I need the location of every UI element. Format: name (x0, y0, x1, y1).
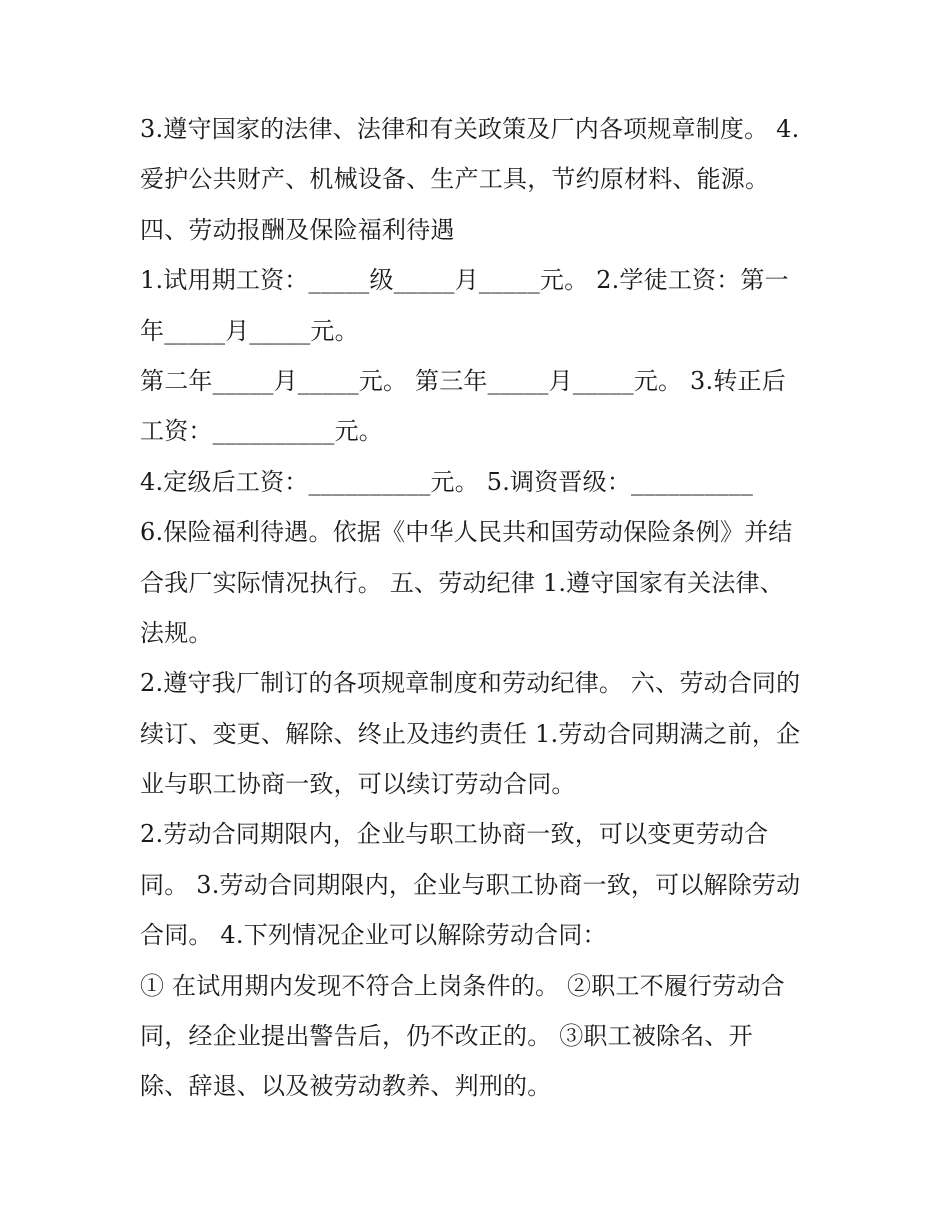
text-line: 同。 3.劳动合同期限内，企业与职工协商一致，可以解除劳动 (140, 870, 801, 899)
text-line: 第二年_____月_____元。 第三年_____月_____元。 3.转正后 (140, 366, 786, 395)
document-body (140, 104, 820, 1112)
text-line: 工资：__________元。 (140, 417, 383, 446)
section-heading: 四、劳动报酬及保险福利待遇 (140, 215, 455, 244)
text-line: 2.遵守我厂制订的各项规章制度和劳动纪律。 六、劳动合同的 (140, 669, 801, 698)
text-line: 同，经企业提出警告后，仍不改正的。 ③职工被除名、开 (140, 1022, 753, 1051)
text-line: 年_____月_____元。 (140, 316, 359, 345)
text-line: ① 在试用期内发现不符合上岗条件的。 ②职工不履行劳动合 (140, 971, 785, 1000)
text-line: 3.遵守国家的法律、法律和有关政策及厂内各项规章制度。 4. (140, 115, 800, 143)
text-line: 爱护公共财产、机械设备、生产工具，节约原材料、能源。 (140, 165, 770, 194)
text-line: 合同。 4.下列情况企业可以解除劳动合同： (140, 921, 607, 950)
text-line: 法规。 (140, 618, 213, 647)
text-line: 业与职工协商一致，可以续订劳动合同。 (140, 770, 576, 799)
text-line: 续订、变更、解除、终止及违约责任 1.劳动合同期满之前，企 (140, 719, 801, 748)
text-line: 1.试用期工资：_____级_____月_____元。 2.学徒工资：第一 (140, 266, 789, 295)
text-line: 合我厂实际情况执行。 五、劳动纪律 1.遵守国家有关法律、 (140, 568, 784, 597)
text-line: 除、辞退、以及被劳动教养、判刑的。 (140, 1072, 552, 1101)
text-line: 4.定级后工资：__________元。 5.调资晋级：__________ (140, 467, 754, 496)
text-line: 2.劳动合同期限内，企业与职工协商一致，可以变更劳动合 (140, 820, 769, 849)
text-line: 6.保险福利待遇。依据《中华人民共和国劳动保险条例》并结 (140, 518, 793, 547)
